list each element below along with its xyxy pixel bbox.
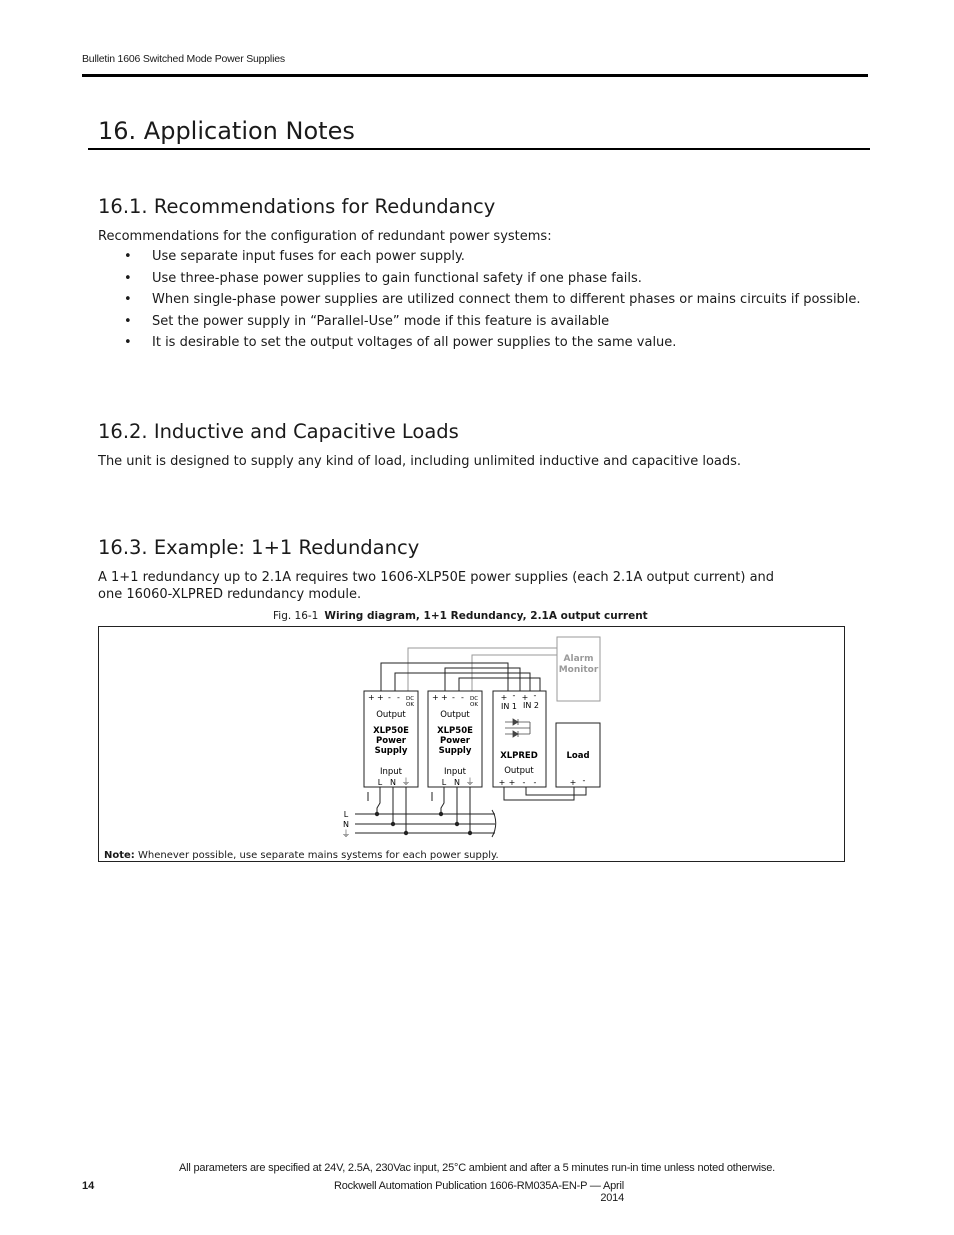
terminal-label: N [390, 778, 396, 787]
terminal-label: L [377, 778, 383, 787]
terminal-label: + [441, 693, 448, 702]
note-label: Note: [104, 850, 135, 861]
load-label: Load [566, 751, 590, 761]
input-label: Input [443, 767, 467, 777]
dc-ok-label: DC [469, 696, 479, 702]
example-text: A 1+1 redundancy up to 2.1A requires two 1606-XLP50E power supplies (each 2.1A output current) and one 16060-XLPRED redundancy module. [98, 570, 775, 602]
list-item: • When single-phase power supplies are utilized connect them to different phases or mains circuits if possible. [124, 292, 861, 308]
list-item: • Set the power supply in “Parallel-Use” mode if this feature is available [124, 313, 610, 329]
terminal-label: - [452, 693, 455, 702]
dc-ok-label: OK [406, 702, 414, 708]
loads-text: The unit is designed to supply any kind of load, including unlimited inductive and capacitive loads. [98, 454, 742, 469]
ground-icon: ⏚ [341, 830, 351, 840]
terminal-label: - [522, 778, 526, 787]
list-item: • Use three-phase power supplies to gain functional safety if one phase fails. [124, 270, 642, 286]
bullet-glyph: • [124, 292, 132, 308]
terminal-label: + [521, 693, 529, 702]
terminal-label: + [500, 693, 508, 702]
terminal-label: - [388, 693, 391, 702]
redundancy-intro: Recommendations for the configuration of redundant power systems: [98, 229, 552, 244]
section-title-loads: 16.2. Inductive and Capacitive Loads [98, 420, 459, 443]
dc-ok-label: OK [470, 702, 478, 708]
in2-label: IN 2 [523, 701, 539, 710]
terminal-label: + [368, 693, 375, 702]
list-item: • It is desirable to set the output voltages of all power supplies to the same value. [124, 335, 677, 351]
bullet-glyph: • [124, 335, 132, 351]
terminal-label: + [377, 693, 384, 702]
terminal-label: + [569, 778, 577, 787]
list-item: • Use separate input fuses for each power supply. [124, 249, 465, 264]
xlpred-name: XLPRED [500, 751, 538, 761]
terminal-label: - [397, 693, 400, 702]
terminal-label: - [533, 691, 537, 700]
chapter-title: 16. Application Notes [98, 117, 355, 145]
dc-ok-label: DC [405, 696, 415, 702]
ground-icon: ⏚ [465, 778, 475, 788]
terminal-label: + [432, 693, 439, 702]
mains-label: L [343, 810, 349, 819]
terminal-label: L [441, 778, 447, 787]
bullet-glyph: • [124, 249, 132, 264]
alarm-monitor-label: Alarm [563, 654, 594, 664]
publication-id: Rockwell Automation Publication 1606-RM035A-EN-P — April 2014 [333, 1180, 624, 1204]
note-text: Whenever possible, use separate mains systems for each power supply. [138, 850, 499, 861]
input-label: Input [379, 767, 403, 777]
psu-name: Supply [438, 746, 472, 756]
psu-name: Power [376, 736, 406, 746]
bullet-glyph: • [124, 270, 132, 286]
figure-note [104, 850, 499, 861]
alarm-monitor-label: Monitor [558, 665, 599, 675]
xlpred-module [493, 691, 546, 787]
in1-label: IN 1 [501, 702, 517, 711]
output-label: Output [504, 766, 534, 776]
alarm-wires [408, 648, 557, 691]
output-label: Output [440, 710, 470, 720]
psu-2 [428, 691, 482, 788]
psu-name: XLP50E [437, 726, 473, 736]
section-title-redundancy: 16.1. Recommendations for Redundancy [98, 195, 496, 218]
footer-conditions: All parameters are specified at 24V, 2.5A, 230Vac input, 25°C ambient and after a 5 minutes run-in time unless noted otherwise. [179, 1162, 775, 1174]
diode-icon [505, 719, 530, 737]
running-header: Bulletin 1606 Switched Mode Power Supplies [82, 53, 285, 65]
terminal-label: + [508, 778, 516, 787]
psu-1 [364, 691, 418, 788]
terminal-label: N [454, 778, 460, 787]
terminal-label: - [582, 776, 586, 785]
bullet-glyph: • [124, 313, 132, 329]
terminal-label: - [512, 691, 516, 700]
terminal-label: + [498, 778, 506, 787]
terminal-label: - [461, 693, 464, 702]
psu-name: Power [440, 736, 470, 746]
terminal-label: - [533, 778, 537, 787]
output-label: Output [376, 710, 406, 720]
load-box [556, 723, 600, 787]
figure-number: Fig. 16-1 [273, 610, 319, 622]
psu-name: XLP50E [373, 726, 409, 736]
mains-label: N [343, 820, 349, 829]
ground-icon: ⏚ [401, 778, 411, 788]
page-number: 14 [82, 1180, 95, 1192]
psu-name: Supply [374, 746, 408, 756]
section-title-example: 16.3. Example: 1+1 Redundancy [98, 536, 420, 559]
figure-title: Wiring diagram, 1+1 Redundancy, 2.1A output current [324, 610, 648, 622]
